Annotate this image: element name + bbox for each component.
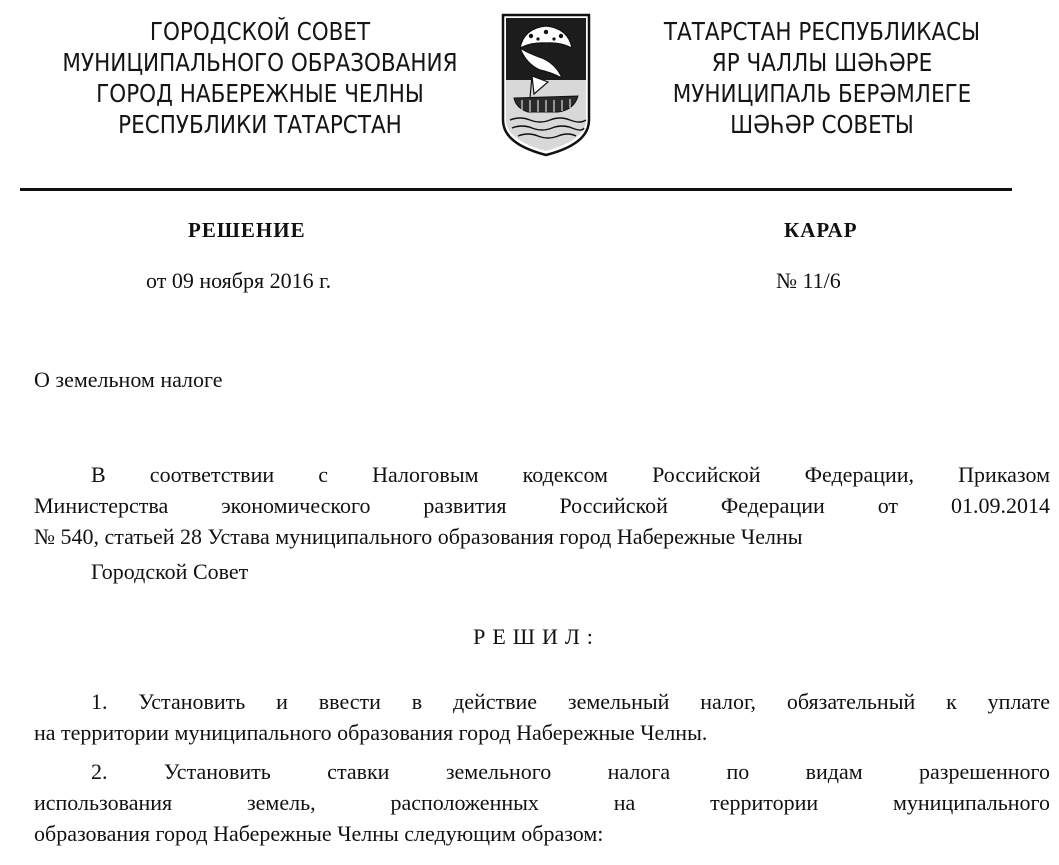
resolution-item-line: на территории муниципального образования город Набережные Челны. xyxy=(34,720,708,745)
decision-number: № 11/6 xyxy=(776,268,841,293)
header-russian xyxy=(19,16,501,140)
header-russian-line: МУНИЦИПАЛЬНОГО ОБРАЗОВАНИЯ xyxy=(62,48,458,77)
resolved-heading: РЕШИЛ: xyxy=(473,624,600,649)
header-russian-line: ГОРОД НАБЕРЕЖНЫЕ ЧЕЛНЫ xyxy=(96,79,424,108)
resolution-item-2 xyxy=(34,756,1050,849)
resolution-item-line: 2. Установить ставки земельного налога по видам разрешенного xyxy=(91,759,1050,784)
header-russian-line: ГОРОДСКОЙ СОВЕТ xyxy=(149,17,371,46)
decision-label-tatar: КАРАР xyxy=(784,218,858,242)
header-divider xyxy=(20,188,1012,191)
header-russian-line: РЕСПУБЛИКИ ТАТАРСТАН xyxy=(118,110,402,139)
header-tatar-line: ТАТАРСТАН РЕСПУБЛИКАСЫ xyxy=(663,17,981,46)
decision-date: от 09 ноября 2016 г. xyxy=(146,268,332,293)
document-subject: О земельном налоге xyxy=(34,367,223,392)
header-tatar-line: МУНИЦИПАЛЬ БЕРӘМЛЕГЕ xyxy=(672,79,972,108)
header-tatar-line: ЯР ЧАЛЛЫ ШӘҺӘРЕ xyxy=(711,48,933,77)
resolution-item-line: образования город Набережные Челны следующим образом: xyxy=(34,821,604,846)
resolution-item-line: 1. Установить и ввести в действие земельный налог, обязательный к уплате xyxy=(91,689,1050,714)
header-tatar-line: ШӘҺӘР СОВЕТЫ xyxy=(730,110,914,139)
city-coat-of-arms-emblem xyxy=(500,12,592,158)
council-name: Городской Совет xyxy=(91,559,249,584)
resolution-item-1 xyxy=(34,686,1050,748)
decision-label-russian: РЕШЕНИЕ xyxy=(188,218,306,242)
header-tatar xyxy=(598,16,1045,140)
preamble-line: В соответствии с Налоговым кодексом Российской Федерации, Приказом xyxy=(91,462,1050,487)
resolution-item-line: использования земель, расположенных на территории муниципального xyxy=(34,790,1050,815)
preamble-line: № 540, статьей 28 Устава муниципального образования город Набережные Челны xyxy=(34,524,803,549)
preamble-paragraph xyxy=(34,459,1050,552)
preamble-line: Министерства экономического развития Российской Федерации от 01.09.2014 xyxy=(34,493,1050,518)
